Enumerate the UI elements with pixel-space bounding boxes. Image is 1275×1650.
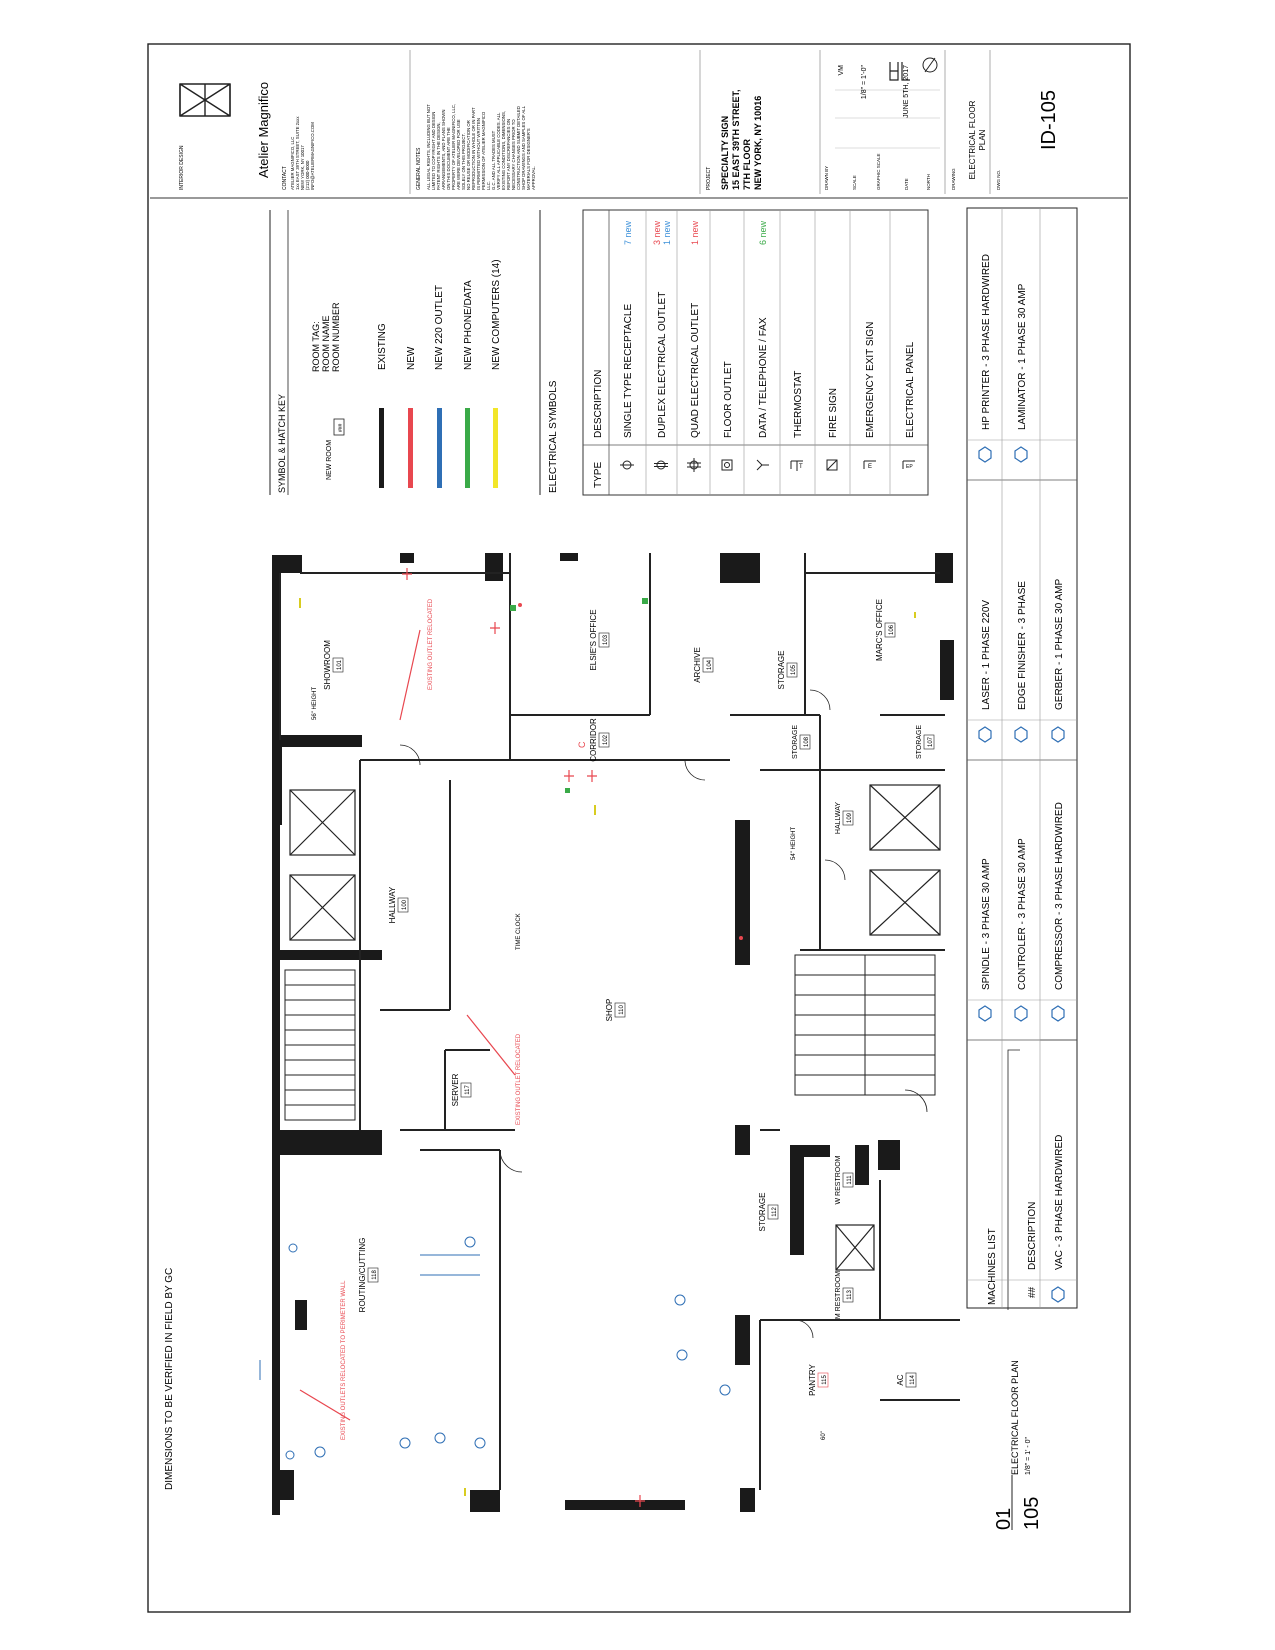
machine-description: VAC - 3 PHASE HARDWIRED — [1054, 1134, 1065, 1270]
machine-description: HP PRINTER - 3 PHASE HARDWIRED — [981, 254, 992, 430]
contact-line: 1xx EAST 39TH STREET, SUITE 2xxx — [295, 116, 300, 190]
contact-line: ATELIER MAGNIFICO, LLC — [290, 136, 295, 190]
project-line: NEW YORK, NY 10016 — [753, 95, 763, 190]
note-line: ON THIS DOCUMENT ARE THE — [446, 127, 451, 190]
machine-description: CONTROLER - 3 PHASE 30 AMP — [1017, 838, 1028, 990]
firm-logo — [180, 84, 230, 116]
note-line: REPORT ANY DISCREPANCIES ON — [506, 118, 511, 190]
floor-outlet-icon — [722, 460, 732, 470]
note-line: PERMISSION OF ATELIER MAGNIFICO — [481, 111, 486, 190]
type-header: TYPE — [593, 461, 604, 488]
date-label: DATE — [904, 178, 909, 190]
room-tag — [358, 1238, 378, 1313]
date-value: JUNE 5TH, 2017 — [903, 65, 910, 118]
room-name: SHOP — [605, 998, 614, 1022]
note-line: EXISTING CONDITIONS, DIMENSIONS, — [501, 110, 506, 190]
room-name: HALLWAY — [835, 801, 842, 835]
room-name: PANTRY — [808, 1364, 817, 1396]
room-number: 112 — [772, 1207, 778, 1217]
room-tag — [916, 725, 934, 759]
hatch-label: NEW — [406, 346, 417, 370]
machine-description: EDGE FINISHER - 3 PHASE — [1017, 581, 1028, 710]
hatch-swatch-new — [408, 408, 413, 488]
contact-line: INFO@ATELIERMAGNIFICO.COM — [310, 122, 315, 190]
room-tag-line: ROOM TAG: — [311, 321, 321, 372]
drawn-by-label: DRAWN BY — [824, 165, 829, 190]
hatch-swatch-phone-data — [465, 408, 470, 488]
notes-label: GENERAL NOTES — [416, 147, 422, 190]
note-line: APPROVAL. — [531, 165, 536, 190]
note-line: IS PERMITTED WITHOUT WRITTEN — [476, 117, 481, 190]
floor-plan — [164, 553, 1043, 1530]
hatch-label: NEW COMPUTERS (14) — [491, 259, 502, 370]
room-tag-sample-number: ### — [338, 423, 344, 432]
room-tag — [388, 886, 408, 923]
north-label: NORTH — [926, 174, 931, 190]
room-tag — [835, 802, 853, 834]
room-tag — [808, 1363, 828, 1395]
room-tag — [589, 718, 609, 762]
note-line: PROPERTY OF ATELIER MAGNIFICO, LLC, — [451, 103, 456, 190]
outlet-note: EXISTING OUTLET RELOCATED — [516, 1033, 522, 1125]
room-number: 117 — [465, 1085, 471, 1095]
height-note: 56" HEIGHT — [312, 686, 318, 720]
electrical-symbols-title: ELECTRICAL SYMBOLS — [548, 380, 559, 493]
note-line: ALL LEGAL RIGHTS, INCLUDING BUT NOT — [426, 104, 431, 190]
note-line: SHOP DRAWINGS AND SAMPLES OF ALL — [521, 105, 526, 190]
room-number: 104 — [707, 659, 713, 671]
graphic-scale-label: GRAPHIC SCALE — [876, 153, 881, 190]
room-number: 102 — [603, 734, 609, 746]
contact-line: NEW YORK, NY 10017 — [300, 145, 305, 190]
data-telephone-icon — [757, 460, 769, 470]
symbol-description: EMERGENCY EXIT SIGN — [865, 321, 876, 438]
drawing-title: ELECTRICAL FLOOR — [968, 100, 977, 180]
outlet-note: EXISTING OUTLETS RELOCATED TO PERIMETER WALL — [341, 1280, 347, 1440]
svg-text:T: T — [799, 464, 803, 470]
room-number: 105 — [791, 664, 797, 676]
machines-description-header: DESCRIPTION — [1027, 1201, 1038, 1270]
corridor-mark: C — [577, 741, 587, 748]
note-line: SOLELY ON THIS PROJECT. — [461, 133, 466, 190]
stair — [285, 955, 935, 1120]
room-number: 106 — [889, 624, 895, 636]
duplex-outlet-icon — [654, 461, 668, 469]
room-name: STORAGE — [792, 724, 799, 760]
hatch-swatch-220 — [437, 408, 442, 488]
room-tag-sample-name: NEW ROOM — [326, 439, 333, 481]
room-number: 109 — [847, 812, 853, 824]
room-tag — [758, 1193, 778, 1232]
svg-text:E: E — [868, 464, 873, 470]
symbol-description: DUPLEX ELECTRICAL OUTLET — [657, 291, 668, 438]
count-note: 7 new — [623, 220, 633, 245]
note-line: MATERIALS FOR DESIGNER'S — [526, 128, 531, 190]
machine-description: COMPRESSOR - 3 PHASE HARDWIRED — [1054, 802, 1065, 990]
project-line: 7TH FLOOR — [742, 139, 752, 190]
room-number: 108 — [804, 736, 810, 748]
room-name: MARC'S OFFICE — [875, 599, 884, 661]
drawing-label: DRAWING — [951, 168, 956, 190]
room-tag — [589, 609, 609, 670]
machine-description: GERBER - 1 PHASE 30 AMP — [1054, 578, 1065, 710]
room-name: STORAGE — [777, 650, 786, 690]
room-tag — [896, 1373, 916, 1387]
sheet-ref: 105 — [1021, 1496, 1043, 1530]
room-tag — [792, 725, 810, 759]
room-tag-line: ROOM NAME — [321, 315, 331, 372]
symbol-description: DATA / TELEPHONE / FAX — [758, 317, 769, 438]
height-note: 54" HEIGHT — [791, 826, 797, 860]
machine-description: LAMINATOR - 1 PHASE 30 AMP — [1017, 283, 1028, 430]
machines-num-header: ## — [1027, 1286, 1038, 1298]
view-number: 01 — [993, 1507, 1015, 1530]
note-line: ARE WERE DEVELOPED FOR USE — [456, 119, 461, 190]
note-line: PATENT RIGHTS IN THE DESIGN, — [436, 122, 441, 190]
project-line: 15 EAST 39TH STREET, — [731, 89, 741, 190]
electrical-panel-icon — [903, 461, 915, 470]
room-name: AC — [896, 1374, 905, 1386]
note-line: ARRANGEMENTS, AND PLANS SHOWN — [441, 109, 446, 190]
machines-list — [967, 208, 1077, 1310]
fire-sign-icon — [827, 460, 837, 470]
room-tag — [323, 640, 343, 690]
dwg-no-label: DWG NO. — [996, 169, 1001, 190]
note-line: REPRODUCTION IN WHOLE OR IN PART — [471, 107, 476, 190]
electrical-symbols-table — [540, 210, 928, 495]
dimension-note: DIMENSIONS TO BE VERIFIED IN FIELD BY GC — [164, 1267, 175, 1490]
project-label: PROJECT — [706, 166, 712, 190]
description-header: DESCRIPTION — [593, 369, 604, 438]
note-line: CONSTRUCTION AND SUBMIT DETAILED — [516, 106, 521, 190]
quad-outlet-icon — [687, 458, 701, 472]
room-tag — [605, 999, 625, 1022]
drawn-by-value: VM — [838, 65, 845, 76]
hatch-key-title: SYMBOL & HATCH KEY — [277, 393, 287, 493]
outlet-note: EXISTING OUTLET RELOCATED — [428, 598, 434, 690]
single-receptacle-icon — [620, 461, 634, 469]
hatch-label: NEW PHONE/DATA — [463, 280, 474, 370]
room-name: SHOWROOM — [323, 640, 332, 690]
drawing-title: PLAN — [978, 129, 987, 151]
room-name: CORRIDOR — [589, 718, 598, 762]
room-name: ELSIE'S OFFICE — [589, 609, 598, 671]
title-block — [179, 50, 1060, 194]
scale-value: 1/8" = 1'-0" — [861, 65, 868, 100]
room-tag — [835, 1271, 853, 1319]
time-clock-label: TIME CLOCK — [516, 913, 522, 950]
note-line: G.C. AND ALL TRADES MUST — [491, 130, 496, 190]
machine-description: SPINDLE - 3 PHASE 30 AMP — [981, 858, 992, 990]
room-tag — [693, 647, 713, 683]
note-line: VERIFY ALL APPLICABLE CODES. ALL — [496, 112, 501, 190]
count-note: 1 new — [690, 220, 700, 245]
hatch-label: NEW 220 OUTLET — [434, 284, 445, 370]
note-line: LLC. — [486, 180, 491, 190]
room-name: M RESTROOM — [835, 1270, 842, 1320]
thermostat-icon — [791, 461, 803, 471]
symbol-description: ELECTRICAL PANEL — [905, 341, 916, 438]
room-name: ROUTING/CUTTING — [358, 1237, 367, 1313]
room-name: ARCHIVE — [693, 647, 702, 683]
hatch-swatch-existing — [379, 408, 384, 488]
north-arrow-icon — [923, 58, 937, 72]
room-name: W RESTROOM — [835, 1155, 842, 1205]
room-number: 114 — [910, 1375, 916, 1385]
symbol-description: FIRE SIGN — [828, 387, 839, 438]
firm-name: Atelier Magnifico — [256, 81, 271, 178]
note-line: LIMITED TO COPYRIGHT AND DESIGN — [431, 111, 436, 190]
view-scale: 1/8" = 1' - 0" — [1025, 1436, 1032, 1475]
machine-description: LASER - 1 PHASE 220V — [981, 599, 992, 710]
room-name: HALLWAY — [388, 886, 397, 924]
room-name: SERVER — [451, 1073, 460, 1107]
view-title: ELECTRICAL FLOOR PLAN — [1010, 1360, 1020, 1475]
room-name: STORAGE — [916, 724, 923, 760]
exit-sign-icon — [864, 461, 876, 470]
machines-title: MACHINES LIST — [987, 1228, 998, 1305]
room-number: 107 — [928, 736, 934, 748]
room-number: 101 — [337, 659, 343, 671]
room-number: 118 — [372, 1270, 378, 1280]
room-number: 110 — [619, 1005, 625, 1015]
dwg-no-value: ID-105 — [1038, 89, 1060, 151]
room-tag — [777, 651, 797, 690]
svg-text:EP: EP — [906, 464, 913, 470]
contact-label: CONTACT — [282, 166, 288, 190]
room-number: 100 — [402, 899, 408, 911]
hatch-swatch-computers — [493, 408, 498, 488]
count-note: 3 new — [652, 220, 662, 245]
symbol-hatch-key — [270, 210, 502, 495]
scale-label: SCALE — [852, 175, 857, 190]
room-name: STORAGE — [758, 1192, 767, 1232]
room-number: 111 — [847, 1175, 853, 1185]
note-line: NECESSARY CHANGES PRIOR TO — [511, 119, 516, 190]
note-line: NO REUSE OR MODIFICATION OR — [466, 120, 471, 190]
count-note: 1 new — [662, 220, 672, 245]
room-tag — [451, 1073, 471, 1106]
room-tag — [875, 599, 895, 661]
symbol-description: SINGLE TYPE RECEPTACLE — [623, 303, 634, 438]
symbol-description: FLOOR OUTLET — [723, 361, 734, 438]
symbol-description: QUAD ELECTRICAL OUTLET — [690, 302, 701, 438]
hatch-label: EXISTING — [377, 323, 388, 370]
symbol-description: THERMOSTAT — [793, 370, 804, 438]
count-note: 6 new — [758, 220, 768, 245]
section-label: INTERIOR DESIGN — [179, 145, 185, 190]
room-tag-line: ROOM NUMBER — [331, 302, 341, 372]
project-line: SPECIALTY SIGN — [720, 115, 730, 190]
room-number: 115 — [822, 1375, 828, 1385]
contact-line: (212) 000-0000 — [305, 160, 310, 190]
height-note: 60" — [821, 1431, 827, 1440]
room-number: 103 — [603, 634, 609, 646]
room-tag — [835, 1155, 853, 1204]
room-number: 113 — [847, 1290, 853, 1300]
